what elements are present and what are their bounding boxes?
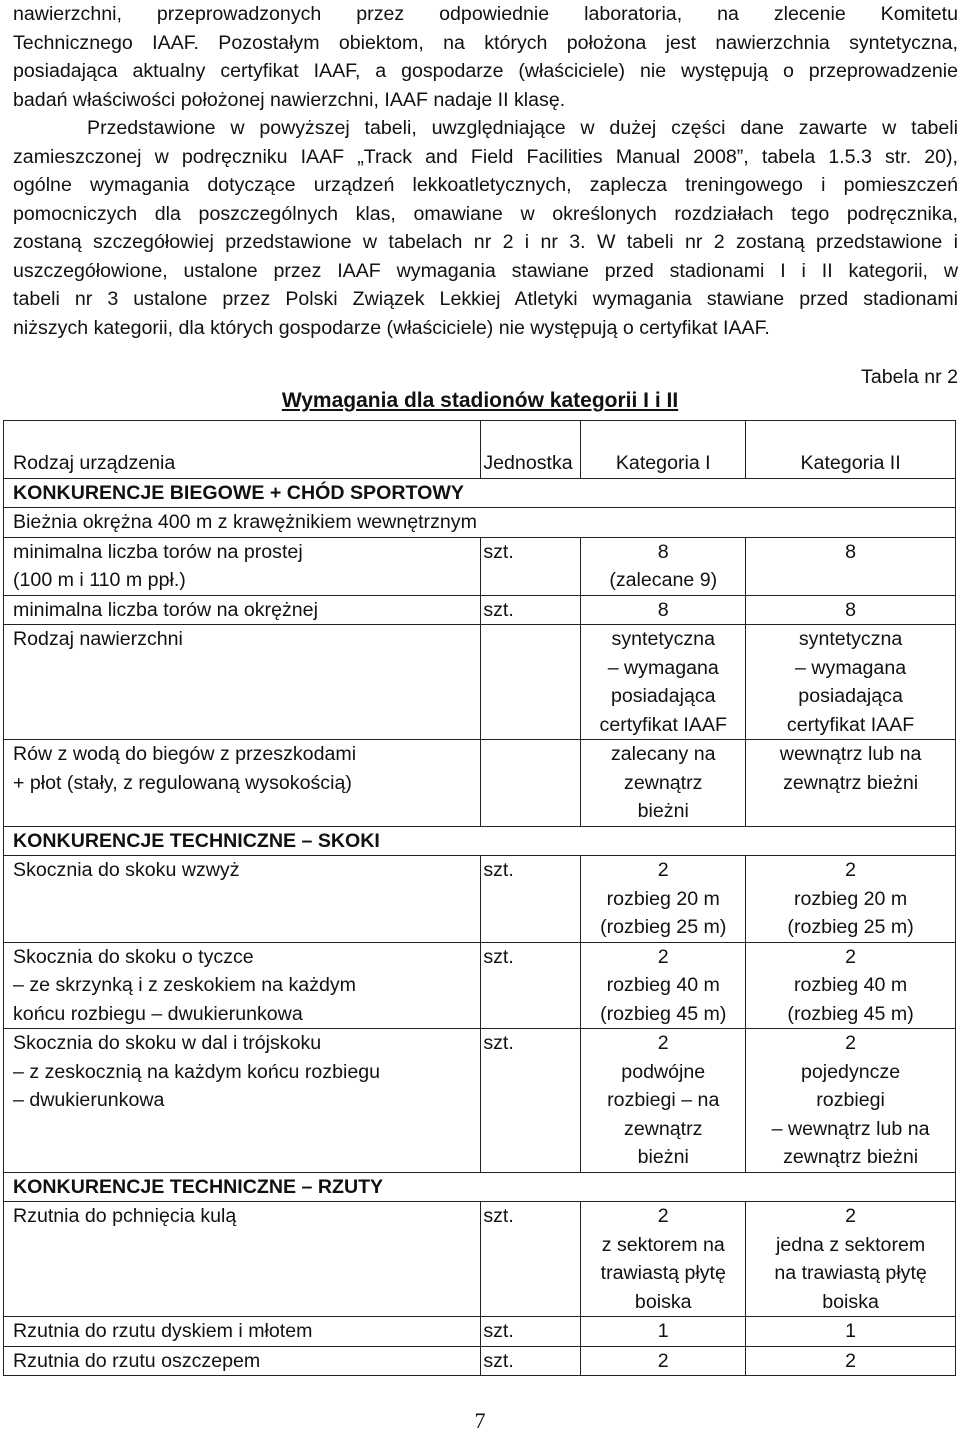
row-name: minimalna liczba torów na okrężnej	[4, 595, 481, 625]
row-cat2: wewnątrz lub na zewnątrz bieżni	[746, 740, 956, 827]
row-name: Rów z wodą do biegów z przeszkodami + płot (stały, z regulowaną wysokością)	[4, 740, 481, 827]
section-jumps: KONKURENCJE TECHNICZNE – SKOKI	[4, 826, 956, 856]
row-name: Rodzaj nawierzchni	[4, 625, 481, 740]
table-header-row	[4, 421, 956, 479]
subheader-track: Bieżnia okrężna 400 m z krawężnikiem wewnętrznym	[4, 508, 956, 538]
header-cat2: Kategoria II	[746, 421, 956, 479]
row-cat1: 1	[581, 1317, 746, 1347]
body-line: zamieszczonej w podręczniku IAAF „Track and Field Facilities Manual 2008”, tabela 1.5.3 str. 20),	[13, 145, 958, 168]
intro-line: badań właściwości położonej nawierzchni, IAAF nadaje II klasę.	[13, 88, 566, 111]
header-cat1: Kategoria I	[581, 421, 746, 479]
row-cat2: 2 rozbieg 40 m (rozbieg 45 m)	[746, 942, 956, 1029]
row-name: minimalna liczba torów na prostej (100 m i 110 m ppł.)	[4, 537, 481, 595]
requirements-table	[3, 420, 956, 1376]
intro-line: Technicznego IAAF. Pozostałym obiektom, na których położona jest nawierzchnia syntetyczna,	[13, 31, 958, 54]
table-row	[4, 1317, 956, 1347]
table-row	[4, 595, 956, 625]
section-running: KONKURENCJE BIEGOWE + CHÓD SPORTOWY	[4, 478, 956, 508]
body-paragraph	[13, 114, 958, 342]
row-cat1: 2	[581, 1346, 746, 1376]
row-name: Skocznia do skoku w dal i trójskoku – z zeskocznią na każdym końcu rozbiegu – dwukierunkowa	[4, 1029, 481, 1173]
intro-line: posiadająca aktualny certyfikat IAAF, a gospodarze (właściciele) nie występują o przeprowadzenie	[13, 60, 958, 82]
row-cat2: 2 pojedyncze rozbiegi – wewnątrz lub na zewnątrz bieżni	[746, 1029, 956, 1173]
row-cat2: 2 jedna z sektorem na trawiastą płytę boiska	[746, 1202, 956, 1317]
row-name: Skocznia do skoku wzwyż	[4, 856, 481, 943]
table-row	[4, 1202, 956, 1317]
row-name: Rzutnia do rzutu dyskiem i młotem	[4, 1317, 481, 1347]
row-unit: szt.	[481, 1202, 581, 1317]
row-unit: szt.	[481, 595, 581, 625]
header-device: Rodzaj urządzenia	[4, 421, 481, 479]
table-row	[4, 942, 956, 1029]
row-cat2: 2 rozbieg 20 m (rozbieg 25 m)	[746, 856, 956, 943]
row-cat1: zalecany na zewnątrz bieżni	[581, 740, 746, 827]
row-cat1: 8	[581, 595, 746, 625]
body-line: pomocniczych dla poszczególnych klas, omawiane w określonych rozdziałach tego podręcznika,	[13, 202, 958, 225]
intro-paragraph	[13, 0, 958, 114]
row-unit: szt.	[481, 1346, 581, 1376]
intro-line: nawierzchni, przeprowadzonych przez odpowiednie laboratoria, na zlecenie Komitetu	[13, 3, 958, 25]
table-row	[4, 625, 956, 740]
row-cat2: 8	[746, 537, 956, 595]
row-cat1: 2 rozbieg 40 m (rozbieg 45 m)	[581, 942, 746, 1029]
body-line: Przedstawione w powyższej tabeli, uwzględniające w dużej części dane zawarte w tabeli	[87, 117, 958, 139]
table-number: Tabela nr 2	[861, 366, 958, 388]
body-line: niższych kategorii, dla których gospodarze (właściciele) nie występują o certyfikat IAAF.	[13, 316, 770, 339]
table-row	[4, 1346, 956, 1376]
subheader-row	[4, 508, 956, 538]
section-row	[4, 826, 956, 856]
table-row	[4, 740, 956, 827]
row-unit	[481, 740, 581, 827]
row-cat1: 8 (zalecane 9)	[581, 537, 746, 595]
table-row	[4, 1029, 956, 1173]
row-cat1: 2 z sektorem na trawiastą płytę boiska	[581, 1202, 746, 1317]
row-cat1: 2 podwójne rozbiegi – na zewnątrz bieżni	[581, 1029, 746, 1173]
row-cat2: 8	[746, 595, 956, 625]
body-line: uszczegółowione, ustalone przez IAAF wymagania stawiane przed stadionami I i II kategorii, w	[13, 259, 958, 282]
row-unit: szt.	[481, 942, 581, 1029]
body-line: zostaną szczegółowiej przedstawione w tabelach nr 2 i nr 3. W tabeli nr 2 zostaną przedstawione i	[13, 231, 958, 253]
table-row	[4, 856, 956, 943]
row-cat1: 2 rozbieg 20 m (rozbieg 25 m)	[581, 856, 746, 943]
page-number: 7	[474, 1408, 486, 1433]
row-unit: szt.	[481, 1029, 581, 1173]
row-name: Rzutnia do pchnięcia kulą	[4, 1202, 481, 1317]
row-name: Rzutnia do rzutu oszczepem	[4, 1346, 481, 1376]
row-cat2: 1	[746, 1317, 956, 1347]
row-cat2: 2	[746, 1346, 956, 1376]
section-row	[4, 478, 956, 508]
row-unit: szt.	[481, 537, 581, 595]
row-unit: szt.	[481, 1317, 581, 1347]
body-line: ogólne wymagania dotyczące urządzeń lekkoatletycznych, zaplecza treningowego i pomieszczeń	[13, 174, 958, 196]
row-cat2: syntetyczna – wymagana posiadająca certyfikat IAAF	[746, 625, 956, 740]
table-title: Wymagania dla stadionów kategorii I i II	[281, 389, 679, 412]
header-unit: Jednostka	[481, 421, 581, 479]
section-row	[4, 1172, 956, 1202]
table-row	[4, 537, 956, 595]
row-unit	[481, 625, 581, 740]
section-throws: KONKURENCJE TECHNICZNE – RZUTY	[4, 1172, 956, 1202]
row-name: Skocznia do skoku o tyczce – ze skrzynką i z zeskokiem na każdym końcu rozbiegu – dwukierunkowa	[4, 942, 481, 1029]
body-line: tabeli nr 3 ustalone przez Polski Związek Lekkiej Atletyki wymagania stawiane przed stadionami	[13, 288, 958, 310]
row-cat1: syntetyczna – wymagana posiadająca certyfikat IAAF	[581, 625, 746, 740]
row-unit: szt.	[481, 856, 581, 943]
